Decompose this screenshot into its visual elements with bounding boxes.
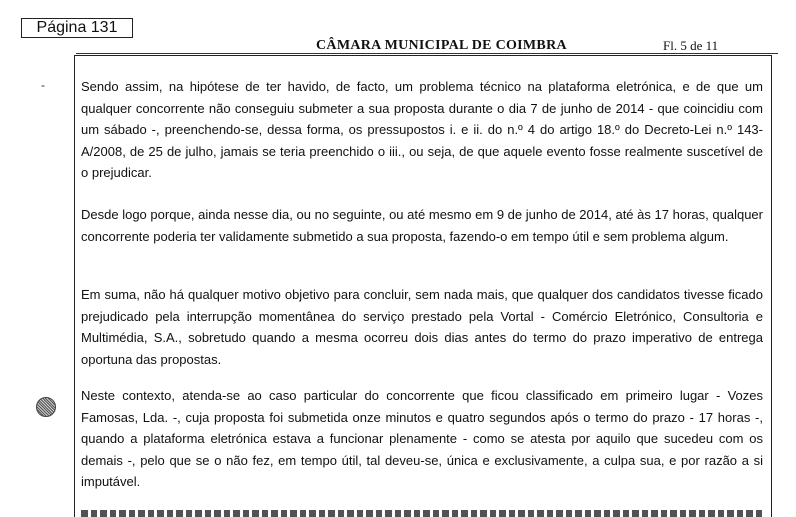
document-folio: Fl. 5 de 11 xyxy=(663,38,719,53)
truncated-next-line xyxy=(81,510,763,517)
page-number-label: Página 131 xyxy=(21,18,133,38)
body-paragraph-4: Neste contexto, atenda-se ao caso particular do concorrente que ficou classificado em primeiro lugar - Vozes Famosas, Lda. -, cuja proposta foi submetida onze minutos e quatro segundos após o termo do prazo - 17 horas -, quando a plataforma eletrónica estava a funcionar plenamente - como se atesta por aquilo que sucedeu com os demais -, pelo que se o não fez, em tempo útil, tal deveu-se, única e exclusivamente, a culpa sua, e por razão a si imputável. xyxy=(81,388,763,489)
seal-stamp-icon xyxy=(36,397,56,417)
body-paragraph-3: Em suma, não há qualquer motivo objetivo para concluir, sem nada mais, que qualquer dos candidatos tivesse ficado prejudicado pela interrupção momentânea do serviço prestado pela Vortal - Comércio Eletrónico, Consultoria e Multimédia, S.A., sobretudo quando a mesma ocorreu dois dias antes do termo do prazo imperativo de entrega oportuna das propostas. xyxy=(81,287,763,367)
margin-mark: - xyxy=(41,78,45,92)
header-divider xyxy=(76,53,778,54)
body-paragraph-2: Desde logo porque, ainda nesse dia, ou no seguinte, ou até mesmo em 9 de junho de 2014, até às 17 horas, qualquer concorrente poderia ter validamente submetido a sua proposta, fazendo-o em tempo útil e sem problema algum. xyxy=(81,207,763,244)
document-header-title: CÂMARA MUNICIPAL DE COIMBRA xyxy=(316,38,567,53)
body-paragraph-1: Sendo assim, na hipótese de ter havido, de facto, um problema técnico na plataforma eletrónica, e de que um qualquer concorrente não conseguiu submeter a sua proposta durante o dia 7 de junho de 2014 - que coincidiu com um sábado -, preenchendo-se, dessa forma, os pressupostos i. e ii. do n.º 4 do artigo 18.º do Decreto-Lei n.º 143-A/2008, de 25 de julho, jamais se teria preenchido o iii., ou seja, de que aquele evento fosse realmente suscetível de o prejudicar. xyxy=(81,79,763,180)
